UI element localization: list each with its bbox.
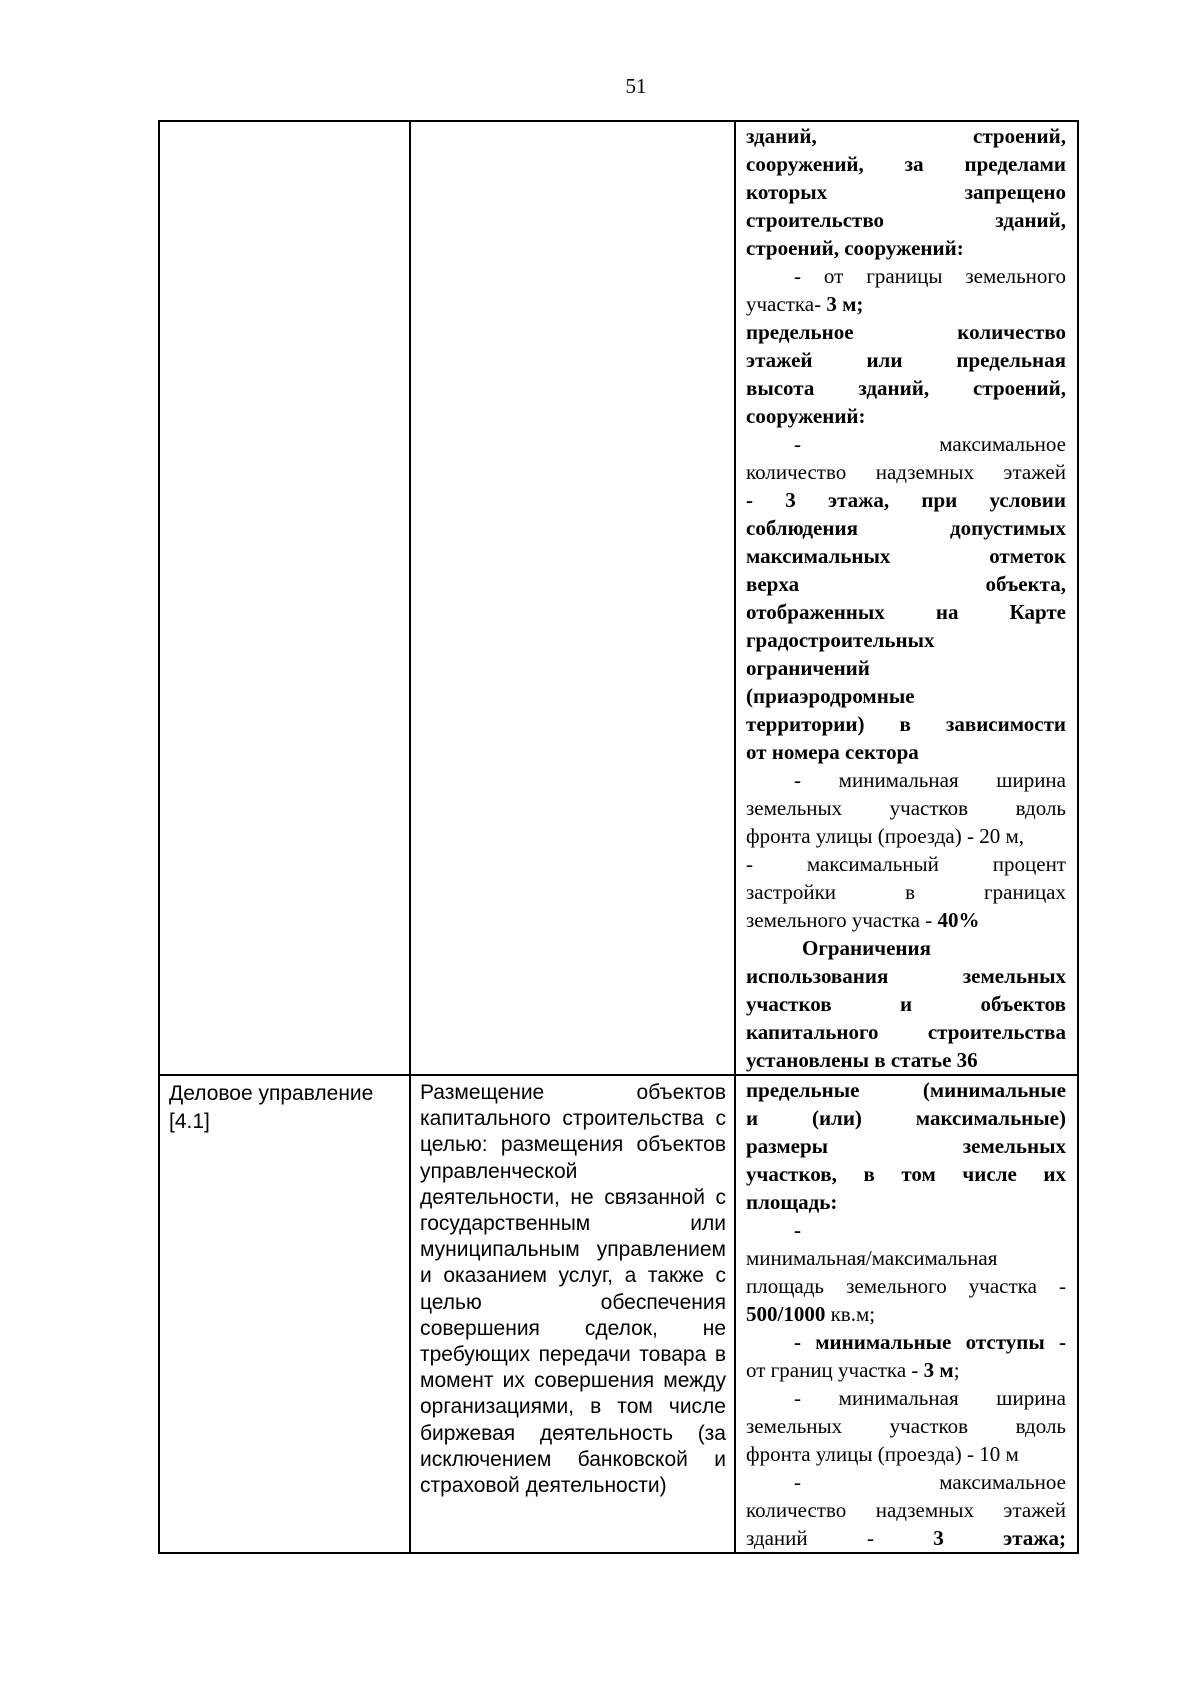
text-line: верха объекта, — [746, 572, 1066, 596]
text-line: целью обеспечения — [420, 1290, 726, 1314]
text-line: муниципальным управлением — [420, 1238, 726, 1262]
text-fragment-bold: 3 этажа; — [933, 1526, 1066, 1550]
text-line: предельное количество — [746, 320, 1066, 344]
description-text — [411, 1076, 734, 1499]
text-fragment: кв.м; — [830, 1302, 876, 1326]
text-line: организациями, в том числе — [420, 1395, 726, 1419]
text-line: - от границы земельного — [794, 264, 1066, 288]
text-line: фронта улицы (проезда) - 10 м — [746, 1442, 1019, 1466]
text-line: высота зданий, строений, — [746, 376, 1066, 400]
text-line: использования земельных — [746, 964, 1066, 988]
text-line: Размещение объектов — [420, 1081, 726, 1104]
text-line: - максимальное — [794, 432, 1066, 456]
text-line: требующих передачи товара в — [420, 1343, 726, 1367]
text-line: участков, в том числе их — [746, 1162, 1066, 1186]
text-line: градостроительных — [746, 628, 935, 652]
table-cell-parameters — [735, 121, 1078, 1075]
text-line: территории) в зависимости — [746, 712, 1066, 736]
text-line: количество надземных этажей — [746, 460, 1066, 484]
text-fragment-bold: 40% — [937, 908, 980, 932]
text-line: - минимальная ширина — [794, 768, 1066, 792]
text-line: совершения сделок, не — [420, 1316, 726, 1340]
text-line: момент их совершения между — [420, 1369, 726, 1393]
text-line: предельные (минимальные — [746, 1078, 1066, 1102]
text-line: размеры земельных — [746, 1134, 1066, 1158]
parameters-text — [736, 122, 1077, 1074]
text-line: площадь земельного участка - — [746, 1274, 1066, 1298]
text-fragment: ; — [953, 1358, 960, 1382]
text-line: целью: размещения объектов — [420, 1133, 726, 1157]
table-cell-use-type — [159, 1075, 410, 1553]
table-row — [159, 1075, 1078, 1553]
text-line: которых запрещено — [746, 180, 1066, 204]
text-line: строительство зданий, — [746, 208, 1066, 232]
text-line: количество надземных этажей — [746, 1498, 1066, 1522]
text-line: минимальная/максимальная — [746, 1246, 998, 1270]
text-line: этажей или предельная — [746, 348, 1066, 372]
text-line: капитального строительства — [746, 1020, 1066, 1044]
text-line: площадь: — [746, 1190, 838, 1214]
table-cell-parameters — [735, 1075, 1078, 1553]
text-fragment-bold: 3 м — [923, 1358, 954, 1382]
text-line: строений, сооружений: — [746, 236, 964, 260]
text-line: управленческой — [420, 1159, 578, 1183]
text-line — [746, 1524, 1066, 1552]
text-line: участков и объектов — [746, 992, 1066, 1016]
text-line: исключением банковской и — [420, 1447, 726, 1471]
text-line: земельных участков вдоль — [746, 1414, 1066, 1438]
page-number: 51 — [625, 74, 647, 98]
text-line — [746, 1356, 1066, 1384]
text-line: застройки в границах — [746, 880, 1066, 904]
text-line — [746, 1328, 1066, 1356]
text-line: земельных участков вдоль — [746, 796, 1066, 820]
text-line: зданий, строений, — [746, 124, 1066, 148]
text-line: максимальных отметок — [746, 544, 1066, 568]
parameters-text — [736, 1076, 1077, 1552]
text-line — [746, 290, 1066, 318]
text-fragment: земельного участка - — [746, 908, 933, 932]
text-line: сооружений, за пределами — [746, 152, 1066, 176]
text-line: фронта улицы (проезда) - 20 м, — [746, 824, 1025, 848]
text-line — [746, 1300, 1066, 1328]
text-line: Ограничения — [802, 936, 931, 960]
text-line: биржевая деятельность (за — [420, 1421, 726, 1445]
use-type-code: [4.1] — [169, 1110, 210, 1133]
text-fragment: от границ участка - — [746, 1358, 919, 1382]
text-line: от номера сектора — [746, 740, 919, 764]
text-line: ограничений — [746, 656, 870, 680]
text-fragment: участка- — [746, 292, 822, 316]
text-line: установлены в статье 36 — [746, 1048, 978, 1072]
text-line: отображенных на Карте — [746, 600, 1066, 624]
text-fragment-bold: - минимальные отступы - — [794, 1330, 1066, 1354]
table-cell-description — [410, 1075, 735, 1553]
text-line: деятельности, не связанной с — [420, 1185, 726, 1209]
text-line: страховой деятельности) — [420, 1474, 667, 1498]
text-line: - минимальная ширина — [794, 1386, 1066, 1410]
text-line: сооружений: — [746, 404, 866, 428]
text-line: государственным или — [420, 1212, 726, 1236]
text-fragment: зданий - — [746, 1526, 874, 1550]
text-fragment-bold: 500/1000 — [746, 1302, 826, 1326]
table-cell-description — [410, 121, 735, 1075]
text-fragment-bold: 3 м; — [826, 292, 864, 316]
text-line: - максимальное — [794, 1470, 1066, 1494]
table-cell-use-type — [159, 121, 410, 1075]
text-line: и оказанием услуг, а также с — [420, 1264, 726, 1288]
table-row — [159, 121, 1078, 1075]
text-line — [746, 906, 1066, 934]
land-use-regulations-table — [158, 120, 1079, 1554]
text-line: - максимальный процент — [746, 852, 1066, 876]
text-line: и (или) максимальные) — [746, 1106, 1066, 1130]
use-type-name: Деловое управление — [169, 1082, 374, 1105]
text-line: (приаэродромные — [746, 684, 915, 708]
text-line: - 3 этажа, при условии — [746, 488, 1066, 512]
text-line: капитального строительства с — [420, 1107, 726, 1131]
text-line: соблюдения допустимых — [746, 516, 1066, 540]
text-line: - — [794, 1218, 801, 1242]
